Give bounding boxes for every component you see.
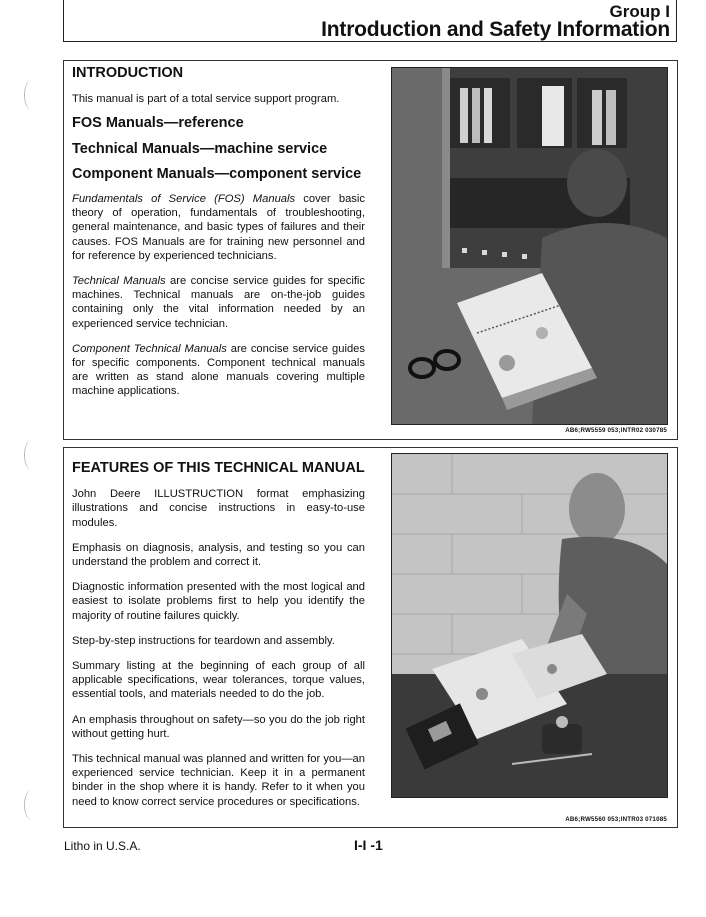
paragraph-component: [72, 342, 365, 399]
page-number: I-I -1: [354, 837, 383, 853]
subhead-technical: Technical Manuals—machine service: [72, 140, 328, 157]
feature-paragraph: Step-by-step instructions for teardown and assembly.: [72, 634, 335, 647]
paragraph-technical-text: are concise service guides for specific machines. Technical manuals are on-the-job guides containing only the vital information needed by an experienced service technician.: [72, 275, 366, 330]
printed-location: Litho in U.S.A.: [64, 839, 141, 853]
feature-paragraph: Diagnostic information presented with the most logical and easiest to isolate problems first to help you identify the majority of routine failures quickly.: [72, 581, 365, 622]
feature-paragraph: This technical manual was planned and written for you—an experienced service technician. Keep it in a permanent binder in the shop where it is handy. Refer to it when you need to know correct service procedures or specifications.: [72, 753, 365, 808]
header-rule-left: [63, 0, 64, 42]
group-label: Group I: [609, 2, 670, 21]
paragraph-technical: [72, 274, 365, 331]
page-title: Introduction and Safety Information: [321, 18, 670, 41]
term-technical: Technical Manuals: [72, 275, 166, 288]
feature-paragraph: John Deere ILLUSTRUCTION format emphasizing illustrations and concise instructions in easy-to-use modules.: [72, 488, 365, 529]
introduction-text: [72, 66, 365, 410]
introduction-heading: INTRODUCTION: [72, 65, 184, 81]
feature-paragraph: Summary listing at the beginning of each group of all applicable specifications, wear tolerances, torque values, essential tools, and materials needed to do the job.: [72, 660, 365, 701]
paragraph-fos: [72, 192, 365, 263]
features-heading: FEATURES OF THIS TECHNICAL MANUAL: [72, 460, 365, 476]
introduction-lead: This manual is part of a total service support program.: [72, 93, 340, 106]
term-fos: Fundamentals of Service (FOS) Manuals: [72, 193, 296, 206]
technician-reading-manual-photo: [391, 67, 668, 425]
term-component: Component Technical Manuals: [72, 342, 227, 355]
subhead-fos: FOS Manuals—reference: [72, 115, 244, 132]
binder-hole-mark: [24, 440, 39, 470]
header-rule-right: [676, 0, 677, 42]
feature-paragraph: An emphasis throughout on safety—so you do the job right without getting hurt.: [72, 713, 365, 740]
binder-hole-mark: [24, 80, 39, 110]
photo-caption-introduction: AB6;RW5559 053;INTR02 030785: [565, 427, 667, 434]
paragraph-component-text: are concise service guides for specific components. Component technical manuals are written as stand alone manuals covering multiple machine applications.: [72, 342, 365, 398]
technician-working-photo: [391, 453, 668, 798]
subhead-component: Component Manuals—component service: [72, 165, 362, 182]
binder-hole-mark: [24, 790, 39, 820]
features-section: [63, 447, 678, 828]
photo-caption-features: AB6;RW5560 053;INTR03 071085: [565, 816, 667, 823]
paragraph-fos-text: cover basic theory of operation, fundamentals of troubleshooting, general maintenance, and basic types of failures and their causes. FOS Manuals are for training new personnel and for reference by experienced technicians.: [72, 193, 365, 262]
introduction-section: [63, 60, 678, 440]
feature-paragraph: Emphasis on diagnosis, analysis, and testing so you can understand the problem and correct it.: [72, 541, 365, 569]
features-text: [72, 461, 365, 820]
